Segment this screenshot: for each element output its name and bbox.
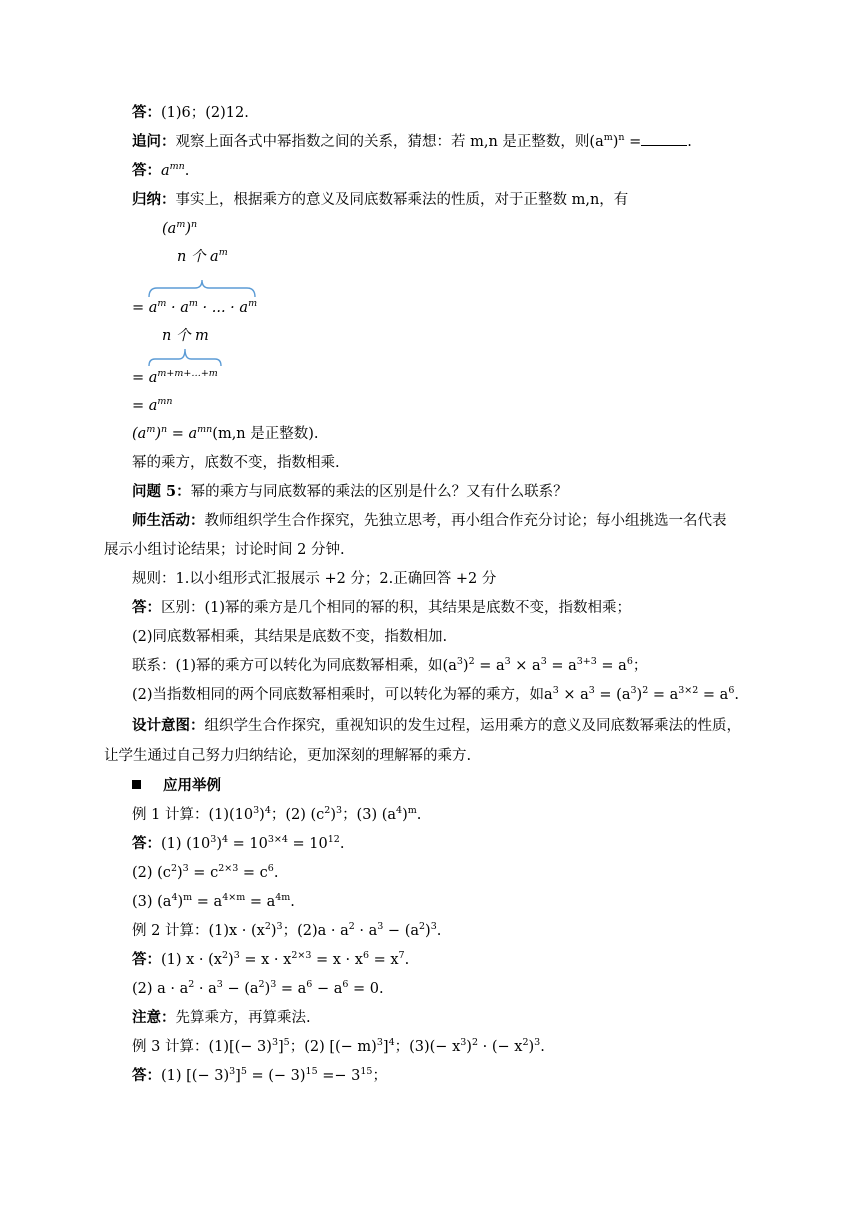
example-1-question: 例 1 计算：$(1)(10^3)^4$；(2) $(c^2)^3$；(3) $(a^4)^m$. (132, 805, 422, 823)
follow-up-question: 追问：观察上面各式中幂指数之间的关系，猜想：若 m,n 是正整数，则$(a^m)^n$ = . (132, 132, 692, 150)
example-1-answer-2: (2) $(c^2)^3 = c^{2\times 3} = c^6$. (132, 863, 279, 881)
rules-line: 规则：1.以小组形式汇报展示 +2 分；2.正确回答 +2 分 (132, 571, 497, 587)
answer-line-2: 答：$a^{mn}$. (132, 161, 190, 179)
brace-label-n-m: n 个 m (162, 328, 209, 344)
example-1-answer-3: (3) $(a^4)^m = a^{4\times m} = a^{4m}$. (132, 892, 295, 910)
derivation-step-1: $(a^m)^n$ (162, 219, 198, 237)
brace-label-n-am: n 个 $a^m$ (177, 247, 228, 265)
connection-line-1: 联系：(1)幂的乘方可以转化为同底数幂相乘，如$(a^3)^2 = a^3 \times a^3 = a^{3+3} = a^6$； (132, 656, 648, 674)
question-5: 问题 5：幂的乘方与同底数幂的乘法的区别是什么？又有什么联系？ (132, 483, 568, 500)
derivation-step-3: = $a^{m+m+\dots+m}$ (132, 368, 218, 386)
example-2-answer-2: (2) $a \cdot a^2 \cdot a^3 - (a^2)^3 = a^6 - a^6 = 0$. (132, 979, 384, 997)
example-3-answer-1: 答：(1) [(− 3)$^3$]$^5$ = (− $3)^{15} =- 3^{15}$； (132, 1066, 387, 1084)
power-rule-formula: $(a^m)^n = a^{mn}(m,n$ 是正整数). (132, 424, 319, 442)
example-3-question: 例 3 计算：$(1)[(- 3)^3]^5$；(2) [(− m)$^3$]$^4$；$(3)(- x^3)^2$ · (− $x^2)^3$. (132, 1037, 545, 1055)
answer-line-1: 答：(1)6；(2)12. (132, 104, 249, 121)
curly-brace-2 (147, 346, 225, 368)
induction-line: 归纳：事实上，根据乘方的意义及同底数幂乘法的性质，对于正整数 m,n，有 (132, 191, 629, 208)
connection-line-2: (2)当指数相同的两个同底数幂相乘时，可以转化为幂的乘方，如$a^3 \times a^3 = (a^3)^2 = a^{3\times 2} = a^6$. (132, 685, 739, 703)
activity-line-1: 师生活动：教师组织学生合作探究，先独立思考，再小组合作充分讨论；每小组挑选一名代表 (132, 512, 727, 529)
section-heading-examples: 应用举例 (132, 776, 221, 796)
design-intent-line-2: 让学生通过自己努力归纳结论，更加深刻的理解幂的乘方. (104, 748, 472, 764)
example-2-answer-1: 答：(1) $x \cdot (x^2)^3 = x \cdot x^{2\times 3} = x \cdot x^6 = x^7$. (132, 950, 410, 968)
design-intent-line-1: 设计意图：组织学生合作探究，重视知识的发生过程，运用乘方的意义及同底数幂乘法的性质， (132, 717, 741, 734)
answer-blank (641, 133, 687, 146)
derivation-step-2: = $a^m \cdot a^m$ · ... · $a^m$ (132, 298, 258, 316)
power-rule-statement: 幂的乘方，底数不变，指数相乘. (132, 455, 340, 471)
example-2-question: 例 2 计算：$(1)x \cdot (x^2)^3$；$(2)a \cdot a^2 \cdot a^3 - (a^2)^3$. (132, 921, 442, 939)
example-1-answer-1: 答：(1) $(10^3)^4 = 10^{3\times 4} = 10^{12}$. (132, 834, 345, 852)
curly-brace-1 (147, 277, 257, 299)
answer-difference-1: 答：区别：(1)幂的乘方是几个相同的幂的积，其结果是底数不变，指数相乘； (132, 599, 632, 616)
activity-line-2: 展示小组讨论结果；讨论时间 2 分钟. (104, 542, 345, 558)
note-line: 注意：先算乘方，再算乘法. (132, 1009, 311, 1026)
square-bullet-icon (132, 780, 141, 789)
derivation-step-4: = $a^{mn}$ (132, 396, 173, 414)
answer-difference-2: (2)同底数幂相乘，其结果是底数不变，指数相加. (132, 629, 448, 645)
